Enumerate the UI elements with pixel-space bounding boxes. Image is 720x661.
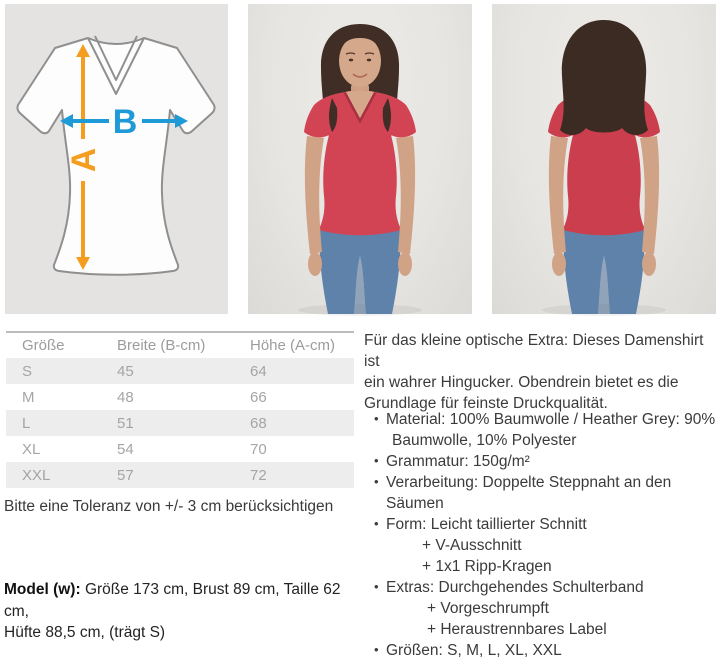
model-measurements [4, 579, 356, 644]
width-cell: 48 [117, 388, 134, 406]
feature-text: Baumwolle, 10% Polyester [392, 432, 577, 449]
tolerance-note: Bitte eine Toleranz von +/- 3 cm berücksichtigen [4, 498, 334, 515]
size-table [6, 331, 354, 488]
width-cell: 45 [117, 362, 134, 380]
feature-text: Extras: Durchgehendes Schulterband [386, 579, 644, 596]
model-tshirt-front [304, 91, 416, 236]
size-table-header-row [6, 333, 354, 358]
feature-subitem-label [364, 619, 720, 640]
model-jeans [563, 226, 644, 314]
height-cell: 70 [250, 440, 267, 458]
bullet-icon: • [374, 474, 379, 489]
column-header-groesse: Größe [22, 337, 65, 354]
feature-item-grammatur [364, 451, 720, 472]
feature-text: + V-Ausschnitt [422, 537, 522, 554]
size-table-row-l [6, 410, 354, 436]
product-feature-list [364, 409, 720, 661]
feature-subitem-vorgeschrumpft [364, 598, 720, 619]
feature-item-verarbeitung [364, 472, 720, 514]
model-measurements-label: Model (w): [4, 581, 81, 598]
product-photo-front [248, 4, 472, 314]
column-header-hoehe: Höhe (A-cm) [250, 337, 336, 354]
intro-line: Grundlage für feinste Druckqualität. [364, 395, 608, 412]
feature-text: + Heraustrennbares Label [427, 621, 607, 638]
product-description-intro [364, 330, 720, 414]
model-measurements-line2: Hüfte 88,5 cm, (trägt S) [4, 624, 166, 641]
width-cell: 57 [117, 466, 134, 484]
feature-subitem-v-ausschnitt [364, 535, 720, 556]
feature-text: + 1x1 Ripp-Kragen [422, 558, 552, 575]
bullet-icon: • [374, 579, 379, 594]
bullet-icon: • [374, 516, 379, 531]
model-face [339, 30, 381, 87]
height-label-a: A [65, 147, 103, 173]
bullet-icon: • [374, 642, 379, 657]
height-cell: 72 [250, 466, 267, 484]
size-diagram [5, 4, 228, 314]
feature-text: Grammatur: 150g/m² [386, 453, 530, 470]
size-cell: L [22, 414, 31, 432]
product-photo-back [492, 4, 716, 314]
feature-subitem-ripp-kragen [364, 556, 720, 577]
model-jeans [319, 226, 400, 314]
intro-line: Für das kleine optische Extra: Dieses Damenshirt ist [364, 332, 704, 370]
feature-text: Verarbeitung: Doppelte Steppnaht an den Säumen [386, 474, 672, 512]
feature-item-material [364, 409, 720, 430]
column-header-breite: Breite (B-cm) [117, 337, 206, 354]
bullet-icon: • [374, 411, 379, 426]
model-front-illustration [248, 4, 472, 314]
height-cell: 68 [250, 414, 267, 432]
size-table-row-m [6, 384, 354, 410]
height-cell: 66 [250, 388, 267, 406]
intro-line: ein wahrer Hingucker. Obendrein bietet es die [364, 374, 679, 391]
size-table-row-s [6, 358, 354, 384]
feature-text: Form: Leicht taillierter Schnitt [386, 516, 587, 533]
size-cell: S [22, 362, 33, 380]
size-table-row-xl [6, 436, 354, 462]
bullet-icon: • [374, 453, 379, 468]
feature-item-extras [364, 577, 720, 598]
size-table-row-xxl [6, 462, 354, 488]
feature-item-groessen [364, 640, 720, 661]
size-diagram-graphic [5, 4, 228, 314]
width-label-b: B [112, 103, 138, 141]
model-hair-back-view [560, 20, 648, 135]
feature-item-material-wrap [364, 430, 720, 451]
feature-text: Material: 100% Baumwolle / Heather Grey: 90% [386, 411, 716, 428]
model-measurements-line1: Größe 173 cm, Brust 89 cm, Taille 62 cm, [4, 581, 341, 620]
width-cell: 54 [117, 440, 134, 458]
feature-text: Größen: S, M, L, XL, XXL [386, 642, 562, 659]
size-cell: XL [22, 440, 41, 458]
height-cell: 64 [250, 362, 267, 380]
feature-item-form [364, 514, 720, 535]
size-cell: M [22, 388, 35, 406]
size-cell: XXL [22, 466, 51, 484]
tshirt-outline [17, 36, 214, 275]
model-back-illustration [492, 4, 716, 314]
width-cell: 51 [117, 414, 134, 432]
feature-text: + Vorgeschrumpft [427, 600, 549, 617]
